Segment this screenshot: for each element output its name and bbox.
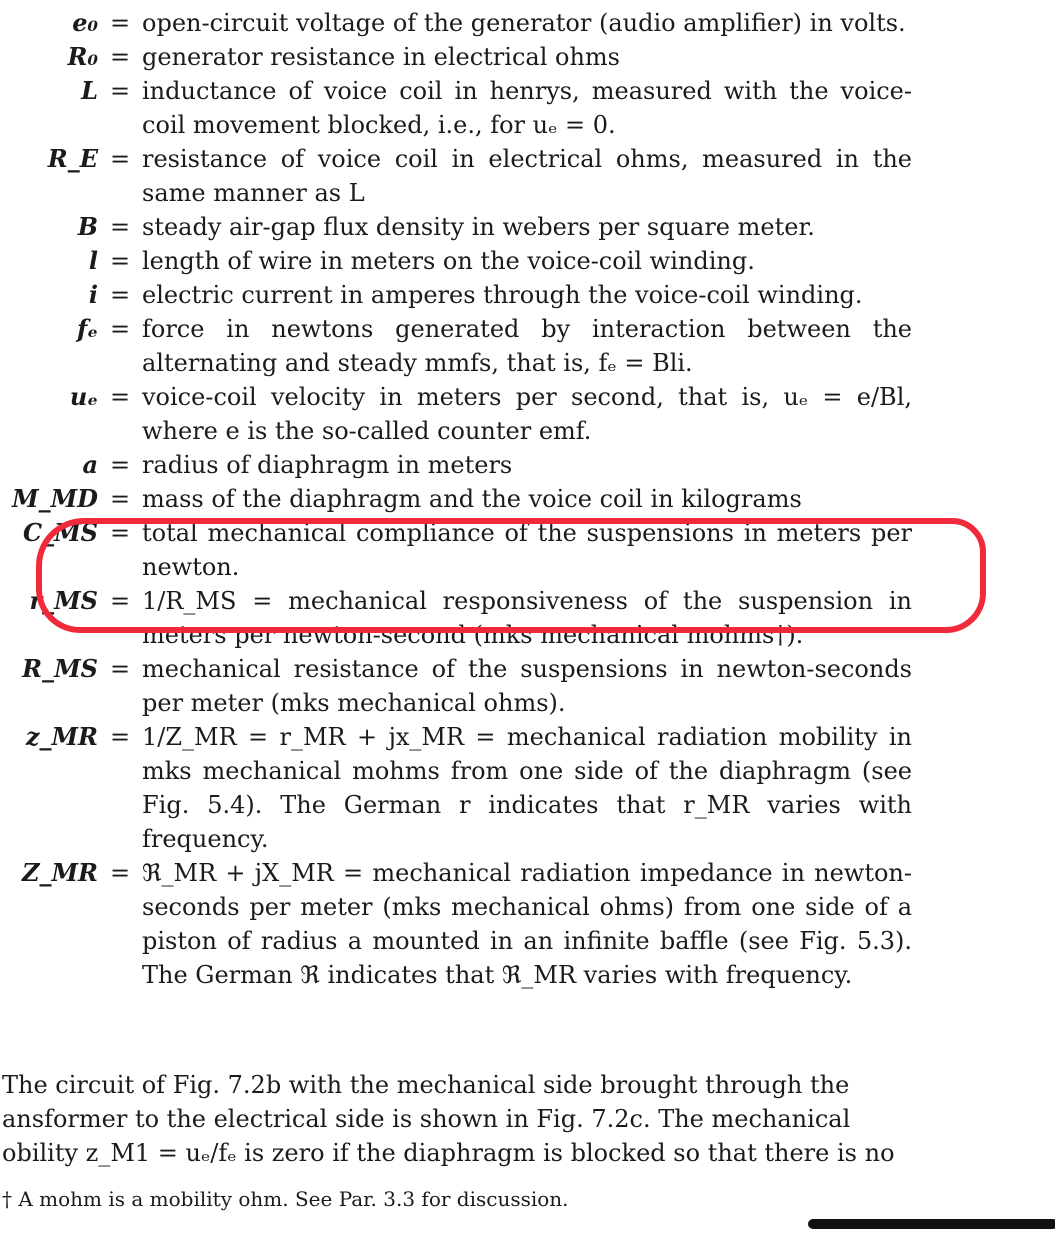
equals-sign: = [109, 77, 131, 105]
definition-symbol: C_MS [23, 518, 98, 547]
definition-symbol: i [88, 280, 98, 309]
definition-text: radius of diaphragm in meters [142, 451, 513, 479]
definition-text: length of wire in meters on the voice-coil winding. [142, 247, 755, 275]
definition-symbol: z_MR [25, 722, 98, 751]
definition-symbol: R_E [47, 144, 98, 173]
definition-text: mechanical resistance of the suspensions in newton-seconds per meter (mks mechanical ohms). [142, 655, 912, 717]
definition-symbol: Z_MR [21, 858, 98, 887]
definition-text: 1/R_MS = mechanical responsiveness of the suspension in meters per newton-second (mks mechanical mohms†). [142, 587, 912, 649]
definition-text: total mechanical compliance of the suspensions in meters per newton. [142, 519, 912, 581]
definition-zmr-lower [0, 720, 1055, 856]
definition-text: generator resistance in electrical ohms [142, 43, 620, 71]
definition-uc [0, 380, 1055, 448]
definition-e0 [0, 6, 1055, 40]
definition-text: 1/Z_MR = r_MR + jx_MR = mechanical radiation mobility in mks mechanical mohms from one side of the diaphragm (see Fig. 5.4). The German r indicates that r_MR varies with frequency. [142, 723, 912, 853]
definition-symbol: B [77, 212, 98, 241]
definition-symbol: e₀ [72, 8, 98, 37]
equals-sign: = [109, 723, 131, 751]
definition-symbol: R₀ [67, 42, 98, 71]
definition-text: inductance of voice coil in henrys, measured with the voice-coil movement blocked, i.e., for uₑ = 0. [142, 77, 912, 139]
definition-rms-lower [0, 584, 1055, 652]
definition-symbol: L [81, 76, 98, 105]
definition-mmd [0, 482, 1055, 516]
definition-symbol: M_MD [12, 484, 98, 513]
equals-sign: = [109, 859, 131, 887]
definition-text: open-circuit voltage of the generator (audio amplifier) in volts. [142, 9, 906, 37]
definition-cms [0, 516, 1055, 584]
equals-sign: = [109, 383, 131, 411]
equals-sign: = [109, 655, 131, 683]
body-paragraph [2, 1068, 912, 1170]
definition-symbol: a [82, 450, 98, 479]
definition-text: electric current in amperes through the voice-coil winding. [142, 281, 863, 309]
definition-re [0, 142, 1055, 210]
equals-sign: = [109, 43, 131, 71]
equals-sign: = [109, 213, 131, 241]
equals-sign: = [109, 247, 131, 275]
equals-sign: = [109, 485, 131, 513]
equals-sign: = [109, 145, 131, 173]
equals-sign: = [109, 315, 131, 343]
definition-i [0, 278, 1055, 312]
definition-l [0, 74, 1055, 142]
definition-a [0, 448, 1055, 482]
paragraph-line: obility z_M1 = uₑ/fₑ is zero if the diaphragm is blocked so that there is no [2, 1139, 895, 1167]
definition-text: voice-coil velocity in meters per second, that is, uₑ = e/Bl, where e is the so-called counter emf. [142, 383, 912, 445]
definition-text: resistance of voice coil in electrical ohms, measured in the same manner as L [142, 145, 912, 207]
definition-text: mass of the diaphragm and the voice coil in kilograms [142, 485, 802, 513]
footnote: † A mohm is a mobility ohm. See Par. 3.3 for discussion. [2, 1187, 569, 1211]
definition-b [0, 210, 1055, 244]
definition-symbol: r_MS [29, 586, 98, 615]
equals-sign: = [109, 9, 131, 37]
definitions-list [0, 6, 1055, 992]
definition-l-wire [0, 244, 1055, 278]
definition-text: steady air-gap flux density in webers per square meter. [142, 213, 815, 241]
definition-symbol: R_MS [22, 654, 98, 683]
definition-r0 [0, 40, 1055, 74]
home-indicator-bar[interactable] [808, 1219, 1055, 1229]
definition-text: ℜ_MR + jX_MR = mechanical radiation impedance in newton-seconds per meter (mks mechanical ohms) from one side of a piston of radius a mounted in an infinite baffle (see Fig. 5.3). The German ℜ indicates that ℜ_MR varies with frequency. [142, 859, 912, 989]
paragraph-line: The circuit of Fig. 7.2b with the mechanical side brought through the [2, 1071, 850, 1099]
definition-symbol: fₑ [77, 314, 98, 343]
definition-text: force in newtons generated by interaction between the alternating and steady mmfs, that is, fₑ = Bli. [142, 315, 912, 377]
equals-sign: = [109, 451, 131, 479]
definition-rms-upper [0, 652, 1055, 720]
definition-symbol: l [88, 246, 98, 275]
paragraph-line: ansformer to the electrical side is shown in Fig. 7.2c. The mechanical [2, 1105, 851, 1133]
definition-symbol: uₑ [69, 382, 98, 411]
equals-sign: = [109, 281, 131, 309]
definition-fc [0, 312, 1055, 380]
definition-zmr-upper [0, 856, 1055, 992]
equals-sign: = [109, 519, 131, 547]
equals-sign: = [109, 587, 131, 615]
